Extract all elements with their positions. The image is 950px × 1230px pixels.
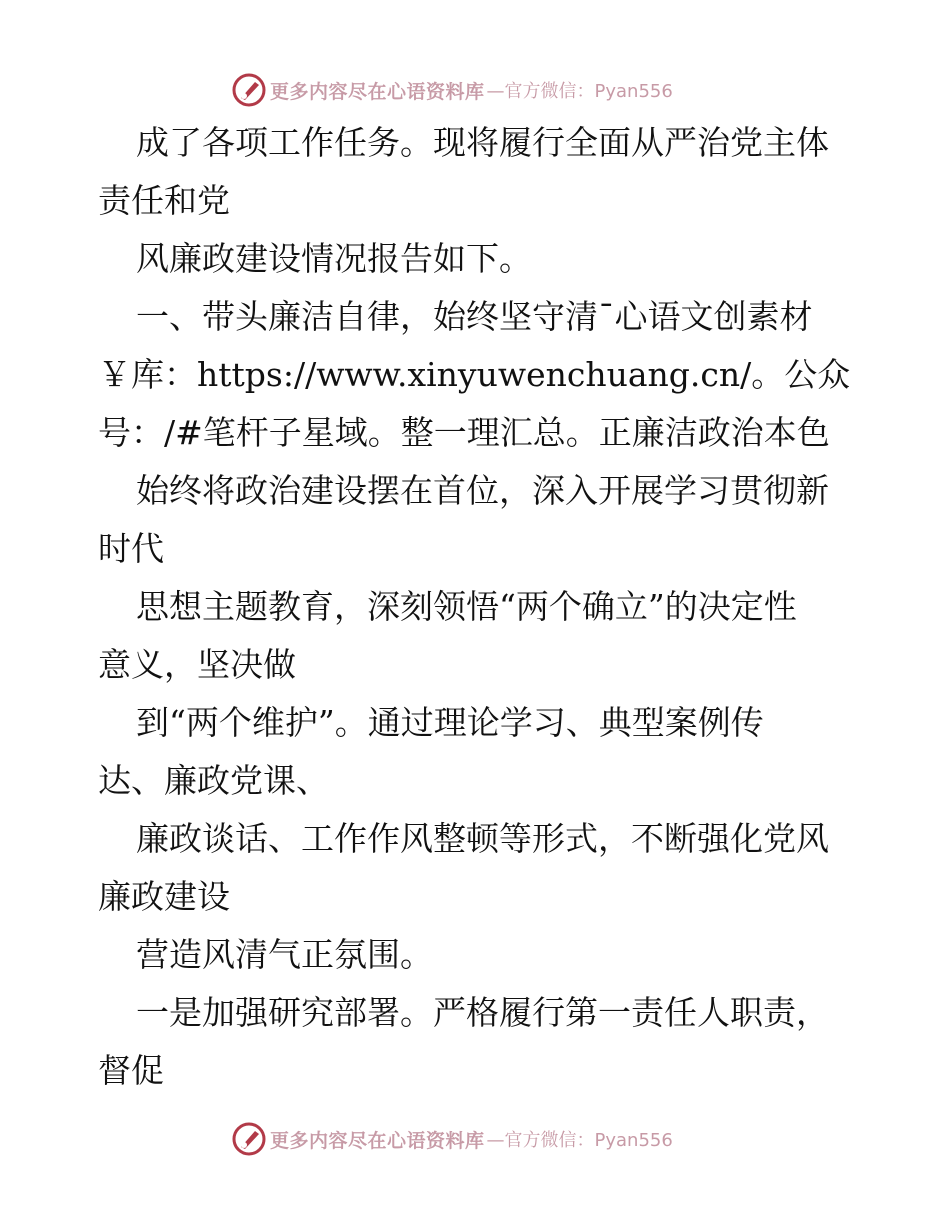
body-line: 思想主题教育，深刻领悟“两个确立”的决定性 [136,587,797,626]
body-line: 达、廉政党课、 [98,761,329,800]
document-body [98,114,868,1100]
body-line: 意义，坚决做 [98,645,296,684]
header-banner [232,70,673,110]
body-line: 风廉政建设情况报告如下。 [136,239,532,278]
footer-banner [232,1119,673,1159]
body-line: 成了各项工作任务。现将履行全面从严治党主体 [136,123,829,162]
footer-banner-main-text: 更多内容尽在心语资料库 [270,1129,485,1152]
body-line: 号：/#笔杆子星域。整一理汇总。正廉洁政治本色 [98,413,830,452]
pen-logo-icon [232,73,266,107]
body-line: 到“两个维护”。通过理论学习、典型案例传 [136,703,764,742]
header-banner-sub-text: —官方微信：Pyan556 [486,81,673,102]
pen-logo-icon [232,1122,266,1156]
body-line: 一、带头廉洁自律，始终坚守清¯心语文创素材 [136,297,813,336]
body-line: ￥库：https://www.xinyuwenchuang.cn/。公众 [98,355,851,394]
body-line: 廉政谈话、工作作风整顿等形式，不断强化党风 [136,819,829,858]
body-line: 始终将政治建设摆在首位，深入开展学习贯彻新 [136,471,829,510]
footer-banner-sub-text: —官方微信：Pyan556 [486,1130,673,1151]
body-line: 一是加强研究部署。严格履行第一责任人职责， [136,993,829,1032]
body-line: 廉政建设 [98,877,230,916]
body-line: 时代 [98,529,164,568]
body-line: 督促 [98,1051,164,1090]
body-line: 营造风清气正氛围。 [136,935,433,974]
header-banner-main-text: 更多内容尽在心语资料库 [270,80,485,103]
body-line: 责任和党 [98,181,230,220]
